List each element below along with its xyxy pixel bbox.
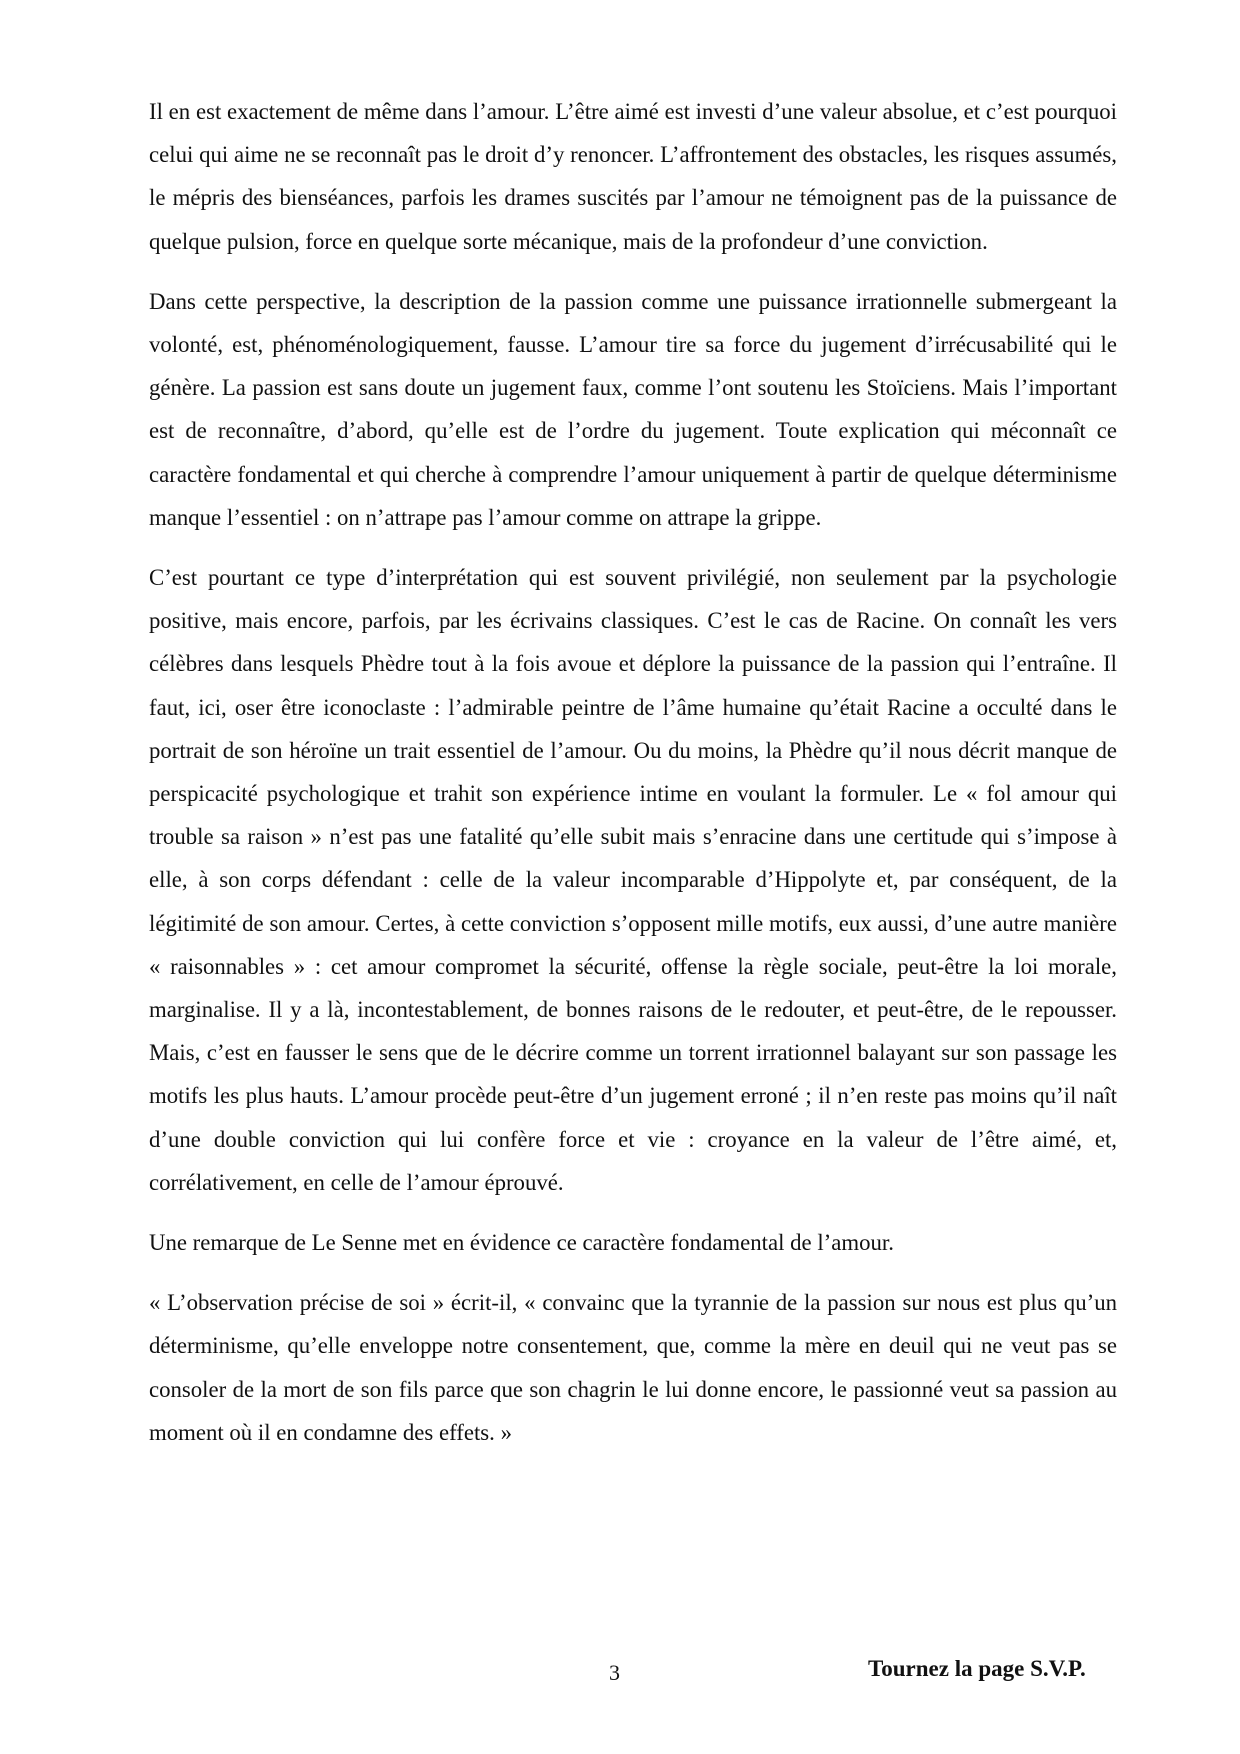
paragraph-1: Il en est exactement de même dans l’amour. L’être aimé est investi d’une valeur absolue, et c’est pourquoi celui qui aime ne se reconnaît pas le droit d’y renoncer. L’affrontement des obstacles, les risques assumés, le mépris des bienséances, parfois les drames suscités par l’amour ne témoignent pas de la puissance de quelque pulsion, force en quelque sorte mécanique, mais de la profondeur d’une conviction.: [149, 99, 1117, 254]
paragraph-4: Une remarque de Le Senne met en évidence ce caractère fondamental de l’amour.: [149, 1230, 894, 1256]
paragraph-5: « L’observation précise de soi » écrit-il, « convainc que la tyrannie de la passion sur nous est plus qu’un déterminisme, qu’elle enveloppe notre consentement, que, comme la mère en deuil qui ne veut pas se consoler de la mort de son fils parce que son chagrin le lui donne encore, le passionné veut sa passion au moment où il en condamne des effets. »: [149, 1290, 1117, 1445]
turn-page-note: Tournez la page S.V.P.: [868, 1656, 1086, 1681]
paragraph-3: C’est pourtant ce type d’interprétation qui est souvent privilégié, non seulement par la psychologie positive, mais encore, parfois, par les écrivains classiques. C’est le cas de Racine. On connaît les vers célèbres dans lesquels Phèdre tout à la fois avoue et déplore la puissance de la passion qui l’entraîne. Il faut, ici, oser être iconoclaste : l’admirable peintre de l’âme humaine qu’était Racine a occulté dans le portrait de son héroïne un trait essentiel de l’amour. Ou du moins, la Phèdre qu’il nous décrit manque de perspicacité psychologique et trahit son expérience intime en voulant la formuler. Le « fol amour qui trouble sa raison » n’est pas une fatalité qu’elle subit mais s’enracine dans une certitude qui s’impose à elle, à son corps défendant : celle de la valeur incomparable d’Hippolyte et, par conséquent, de la légitimité de son amour. Certes, à cette conviction s’opposent mille motifs, eux aussi, d’une autre manière « raisonnables » : cet amour compromet la sécurité, offense la règle sociale, peut-être la loi morale, marginalise. Il y a là, incontestablement, de bonnes raisons de le redouter, et peut-être, de le repousser. Mais, c’est en fausser le sens que de le décrire comme un torrent irrationnel balayant sur son passage les motifs les plus hauts. L’amour procède peut-être d’un jugement erroné ; il n’en reste pas moins qu’il naît d’une double conviction qui lui confère force et vie : croyance en la valeur de l’être aimé, et, corrélativement, en celle de l’amour éprouvé.: [149, 565, 1117, 1195]
paragraph-2: Dans cette perspective, la description de la passion comme une puissance irrationnelle submergeant la volonté, est, phénoménologiquement, fausse. L’amour tire sa force du jugement d’irrécusabilité qui le génère. La passion est sans doute un jugement faux, comme l’ont soutenu les Stoïciens. Mais l’important est de reconnaître, d’abord, qu’elle est de l’ordre du jugement. Toute explication qui méconnaît ce caractère fondamental et qui cherche à comprendre l’amour uniquement à partir de quelque déterminisme manque l’essentiel : on n’attrape pas l’amour comme on attrape la grippe.: [149, 288, 1117, 530]
page-number: 3: [609, 1660, 620, 1685]
document-body: [149, 90, 1117, 1471]
